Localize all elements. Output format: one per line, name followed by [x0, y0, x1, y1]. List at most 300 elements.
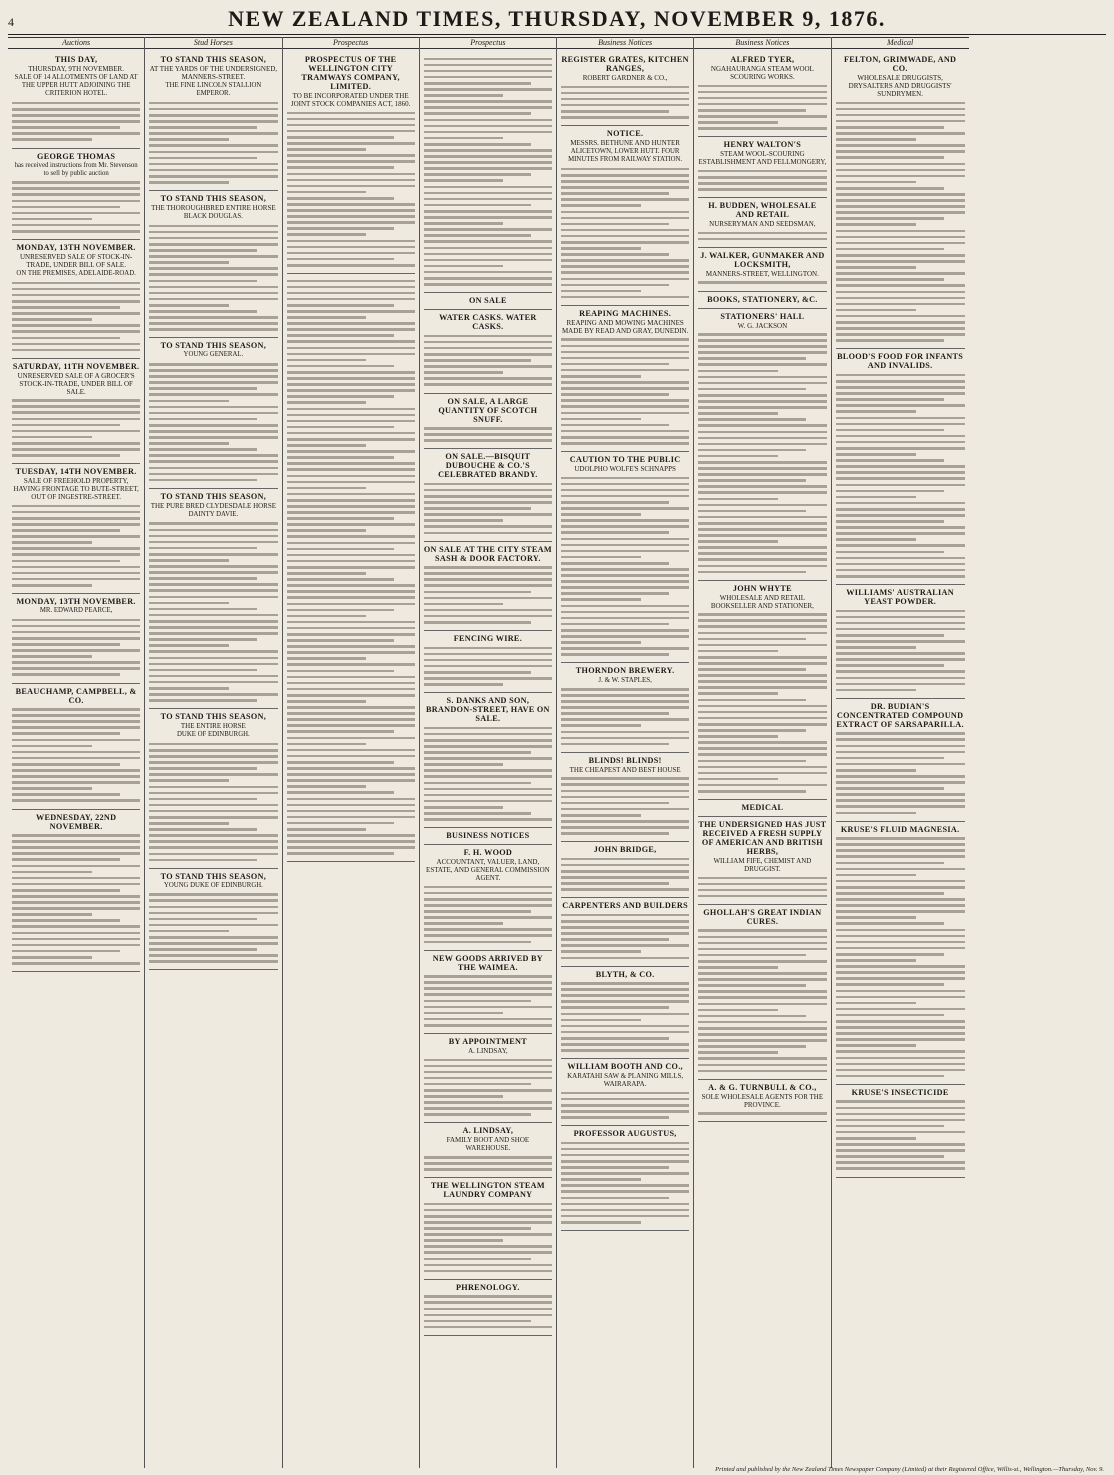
text-line — [287, 340, 415, 343]
text-line — [424, 1308, 552, 1311]
text-line — [698, 357, 806, 360]
text-line — [424, 216, 552, 219]
text-line — [424, 928, 552, 931]
text-line — [561, 938, 669, 941]
text-line — [561, 489, 689, 492]
text-line — [836, 563, 965, 566]
text-line — [12, 132, 140, 135]
text-line — [836, 1008, 965, 1011]
text-line — [561, 223, 669, 226]
text-line — [287, 804, 415, 807]
text-line — [424, 1101, 552, 1104]
text-line — [836, 465, 965, 468]
text-line — [12, 944, 140, 947]
text-line — [287, 682, 415, 685]
text-line — [287, 810, 415, 813]
ad-title: A. & G. TURNBULL & CO., — [708, 1082, 817, 1092]
text-line — [149, 644, 229, 647]
text-line — [424, 615, 552, 618]
text-line — [836, 763, 965, 766]
text-line — [561, 586, 689, 589]
text-line — [424, 806, 504, 809]
text-line — [287, 166, 395, 169]
text-line — [561, 718, 689, 721]
text-line — [287, 383, 415, 386]
text-line — [12, 230, 140, 233]
column-4 — [420, 37, 557, 1468]
text-line — [561, 92, 689, 95]
text-line — [836, 374, 965, 377]
ad-text-lines — [698, 929, 826, 1072]
text-line — [149, 936, 277, 939]
text-line — [698, 546, 826, 549]
text-line — [698, 662, 826, 665]
text-line — [698, 424, 826, 427]
ad-title: TO STAND THIS SEASON, — [160, 341, 267, 351]
text-line — [12, 643, 120, 646]
text-line — [12, 181, 140, 184]
text-line — [836, 471, 965, 474]
ad-text-lines — [12, 399, 140, 456]
text-line — [836, 297, 965, 300]
text-line — [561, 290, 641, 293]
advertisement — [424, 542, 552, 631]
text-line — [12, 757, 140, 760]
text-line — [424, 647, 552, 650]
text-line — [836, 508, 965, 511]
text-line — [287, 651, 415, 654]
text-line — [12, 950, 120, 953]
text-line — [424, 1006, 552, 1009]
text-line — [424, 1270, 552, 1273]
text-line — [287, 688, 415, 691]
text-line — [561, 192, 669, 195]
text-line — [287, 246, 415, 249]
text-line — [698, 1021, 826, 1024]
text-line — [424, 898, 552, 901]
text-line — [12, 925, 140, 928]
ad-text-lines — [149, 225, 277, 331]
text-line — [698, 638, 806, 641]
text-line — [287, 706, 415, 709]
text-line — [836, 1125, 945, 1128]
text-line — [12, 224, 140, 227]
text-line — [836, 398, 945, 401]
text-line — [287, 215, 415, 218]
text-line — [698, 889, 826, 892]
text-line — [698, 528, 826, 531]
text-line — [424, 910, 532, 913]
ad-title: BLINDS! BLINDS! — [588, 755, 662, 765]
text-line — [287, 627, 415, 630]
ad-text-lines — [287, 280, 415, 855]
advertisement — [12, 810, 140, 973]
text-line — [424, 683, 504, 686]
text-line — [149, 249, 257, 252]
text-line — [698, 552, 826, 555]
ad-text-lines — [561, 86, 689, 119]
ad-title: ON SALE — [468, 296, 507, 306]
text-line — [836, 1026, 965, 1029]
text-line — [12, 956, 92, 959]
text-line — [698, 1027, 826, 1030]
text-line — [424, 94, 504, 97]
text-line — [561, 1142, 689, 1145]
text-line — [149, 559, 229, 562]
text-line — [287, 724, 415, 727]
ad-title: SATURDAY, 11TH NOVEMBER. — [12, 361, 140, 371]
text-line — [12, 448, 140, 451]
text-line — [698, 960, 826, 963]
text-line — [561, 605, 689, 608]
text-line — [424, 934, 552, 937]
text-line — [424, 228, 552, 231]
text-line — [698, 1003, 826, 1006]
ad-text-lines — [698, 281, 826, 284]
text-line — [561, 204, 641, 207]
text-line — [836, 435, 965, 438]
text-line — [287, 334, 395, 337]
text-line — [287, 310, 415, 313]
text-line — [287, 130, 415, 133]
text-line — [698, 176, 826, 179]
text-line — [287, 737, 415, 740]
text-line — [149, 375, 277, 378]
advertisement — [561, 967, 689, 1060]
text-line — [287, 395, 395, 398]
text-line — [424, 769, 552, 772]
column-2 — [145, 37, 282, 1468]
text-line — [149, 328, 277, 331]
text-line — [836, 874, 916, 877]
ad-title: J. WALKER, GUNMAKER AND LOCKSMITH, — [700, 250, 825, 269]
text-line — [836, 569, 965, 572]
text-line — [698, 942, 826, 945]
text-line — [12, 787, 92, 790]
text-line — [12, 852, 140, 855]
text-line — [149, 479, 257, 482]
text-line — [836, 496, 916, 499]
advertisement — [836, 1085, 965, 1178]
text-line — [424, 1295, 552, 1298]
text-line — [149, 663, 277, 666]
text-line — [424, 427, 552, 430]
text-line — [561, 381, 689, 384]
advertisement — [698, 817, 826, 905]
text-line — [287, 227, 395, 230]
text-line — [12, 661, 140, 664]
text-line — [836, 892, 945, 895]
ad-subtitle: THE THOROUGHBRED ENTIRE HORSE — [151, 204, 276, 213]
text-line — [561, 1166, 669, 1169]
text-line — [698, 632, 826, 635]
text-line — [287, 322, 415, 325]
text-line — [424, 1320, 532, 1323]
text-line — [424, 739, 552, 742]
text-line — [287, 779, 415, 782]
text-line — [698, 895, 826, 898]
ad-text-lines — [698, 85, 826, 130]
text-line — [836, 266, 916, 269]
ad-title: ON SALE.—BISQUIT DUBOUCHE & CO.'S CELEBRATED BRANDY. — [438, 452, 538, 480]
text-line — [12, 907, 140, 910]
ad-title: THIS DAY, — [54, 55, 98, 65]
text-line — [561, 265, 689, 268]
text-line — [287, 676, 415, 679]
text-line — [698, 1051, 778, 1054]
ad-text-lines — [149, 363, 277, 481]
advertisement — [12, 594, 140, 684]
ad-title: TUESDAY, 14TH NOVEMBER. — [15, 467, 137, 477]
text-line — [836, 745, 965, 748]
text-line — [424, 210, 552, 213]
text-line — [149, 448, 257, 451]
text-line — [561, 1184, 689, 1187]
text-line — [424, 58, 552, 61]
text-line — [561, 580, 689, 583]
text-line — [836, 163, 965, 166]
text-line — [12, 337, 120, 340]
text-line — [836, 977, 965, 980]
ad-text-lines — [836, 732, 965, 814]
text-line — [12, 840, 140, 843]
text-line — [836, 386, 965, 389]
text-line — [836, 634, 945, 637]
text-line — [149, 535, 277, 538]
text-line — [698, 339, 826, 342]
text-line — [698, 498, 778, 501]
text-line — [287, 203, 415, 206]
text-line — [424, 179, 504, 182]
advertisement — [424, 1280, 552, 1336]
text-line — [149, 853, 277, 856]
text-line — [424, 155, 552, 158]
advertisement — [836, 52, 965, 349]
text-line — [698, 85, 826, 88]
text-line — [149, 608, 257, 611]
text-line — [287, 286, 415, 289]
advertisement — [561, 898, 689, 966]
ad-title: TO STAND THIS SEASON, — [160, 712, 267, 722]
text-line — [561, 531, 669, 534]
text-line — [287, 240, 415, 243]
text-line — [561, 700, 689, 703]
text-line — [424, 234, 532, 237]
text-line — [424, 186, 552, 189]
text-line — [698, 784, 826, 787]
text-line — [561, 802, 669, 805]
text-line — [287, 749, 415, 752]
text-line — [424, 532, 552, 535]
ad-text-lines — [12, 181, 140, 232]
text-line — [287, 347, 415, 350]
text-line — [287, 511, 415, 514]
text-line — [561, 418, 641, 421]
advertisement — [12, 240, 140, 359]
text-line — [12, 637, 140, 640]
ad-text-lines — [561, 914, 689, 959]
ad-title: TO STAND THIS SEASON, — [160, 194, 267, 204]
text-line — [836, 812, 916, 815]
text-line — [149, 181, 229, 184]
text-line — [698, 109, 806, 112]
text-line — [12, 708, 140, 711]
text-line — [287, 432, 415, 435]
text-line — [698, 382, 826, 385]
text-line — [12, 714, 140, 717]
text-line — [12, 781, 140, 784]
ad-text-lines — [561, 168, 689, 299]
text-line — [287, 535, 415, 538]
text-line — [561, 731, 689, 734]
text-line — [836, 843, 965, 846]
text-line — [149, 822, 229, 825]
text-line — [149, 280, 257, 283]
text-line — [424, 591, 532, 594]
text-line — [12, 913, 92, 916]
text-line — [836, 983, 945, 986]
ad-text-lines — [424, 727, 552, 821]
text-line — [561, 574, 689, 577]
advertisement — [12, 684, 140, 810]
text-line — [836, 321, 965, 324]
text-line — [698, 455, 778, 458]
ad-text-lines — [12, 505, 140, 587]
ad-title: MONDAY, 13TH NOVEMBER. — [16, 243, 136, 253]
column-6 — [694, 37, 831, 1468]
text-line — [12, 865, 140, 868]
column-heading: Business Notices — [557, 37, 693, 49]
text-line — [287, 822, 395, 825]
text-line — [12, 294, 140, 297]
ad-title: THE WELLINGTON STEAM LAUNDRY COMPANY — [430, 1181, 545, 1200]
text-line — [12, 751, 140, 754]
text-line — [836, 181, 916, 184]
text-line — [149, 828, 257, 831]
text-line — [12, 306, 120, 309]
text-line — [12, 739, 140, 742]
text-line — [424, 975, 552, 978]
advertisement — [424, 52, 552, 293]
text-line — [149, 650, 277, 653]
text-line — [698, 376, 826, 379]
text-line — [836, 156, 945, 159]
column-5 — [557, 37, 694, 1468]
text-line — [424, 259, 552, 262]
text-line — [12, 584, 92, 587]
text-line — [561, 950, 641, 953]
text-line — [424, 904, 552, 907]
text-line — [287, 609, 395, 612]
text-line — [424, 1245, 552, 1248]
text-line — [149, 761, 277, 764]
text-line — [836, 108, 965, 111]
text-line — [561, 229, 689, 232]
text-line — [149, 261, 229, 264]
text-line — [424, 106, 552, 109]
text-line — [698, 281, 826, 284]
text-line — [287, 840, 415, 843]
text-line — [12, 288, 140, 291]
text-line — [12, 732, 120, 735]
text-line — [424, 88, 552, 91]
text-line — [149, 108, 277, 111]
text-line — [698, 650, 778, 653]
text-line — [836, 187, 945, 190]
text-line — [836, 175, 965, 178]
text-line — [149, 602, 229, 605]
text-line — [12, 566, 140, 569]
ad-title: PROFESSOR AUGUSTUS, — [573, 1129, 677, 1139]
text-line — [698, 1033, 826, 1036]
ad-text-lines — [12, 708, 140, 802]
advertisement — [424, 293, 552, 310]
text-line — [149, 657, 277, 660]
text-line — [287, 572, 367, 575]
ad-title: WILLIAM BOOTH AND CO., — [567, 1062, 683, 1072]
text-line — [424, 1264, 552, 1267]
ad-title: DR. BUDIAN'S CONCENTRATED COMPOUND EXTRACT OF SARSAPARILLA. — [836, 701, 964, 729]
text-line — [12, 324, 140, 327]
text-line — [561, 694, 689, 697]
text-line — [836, 544, 965, 547]
text-line — [149, 930, 229, 933]
text-line — [287, 221, 415, 224]
ad-title: TO STAND THIS SEASON, — [160, 55, 267, 65]
text-line — [149, 954, 277, 957]
text-line — [287, 639, 395, 642]
text-line — [698, 699, 806, 702]
text-line — [561, 525, 689, 528]
text-line — [836, 990, 965, 993]
text-line — [836, 1113, 965, 1116]
ad-text-lines — [561, 477, 689, 656]
text-line — [836, 971, 965, 974]
text-line — [698, 619, 826, 622]
text-line — [424, 727, 552, 730]
ad-title: KRUSE'S INSECTICIDE — [851, 1087, 949, 1097]
text-line — [836, 502, 965, 505]
text-line — [149, 699, 257, 702]
text-line — [836, 922, 945, 925]
text-line — [698, 735, 778, 738]
text-line — [561, 914, 689, 917]
text-line — [698, 1057, 826, 1060]
text-line — [287, 252, 415, 255]
text-line — [561, 994, 689, 997]
text-line — [561, 814, 641, 817]
ad-body: YOUNG GENERAL. — [183, 351, 244, 359]
text-line — [424, 800, 552, 803]
text-line — [12, 318, 92, 321]
text-line — [836, 1100, 965, 1103]
text-line — [149, 859, 257, 862]
ad-title: FELTON, GRIMWADE, AND CO. — [843, 55, 957, 74]
text-line — [424, 271, 552, 274]
text-line — [424, 173, 532, 176]
text-line — [287, 124, 415, 127]
text-line — [561, 1154, 689, 1157]
ad-text-lines — [836, 374, 965, 578]
text-line — [836, 193, 965, 196]
text-line — [149, 406, 277, 409]
text-line — [149, 786, 277, 789]
text-line — [149, 132, 277, 135]
ad-title: FENCING WIRE. — [453, 634, 523, 644]
text-line — [698, 449, 806, 452]
advertisement — [149, 191, 277, 338]
text-line — [12, 846, 140, 849]
